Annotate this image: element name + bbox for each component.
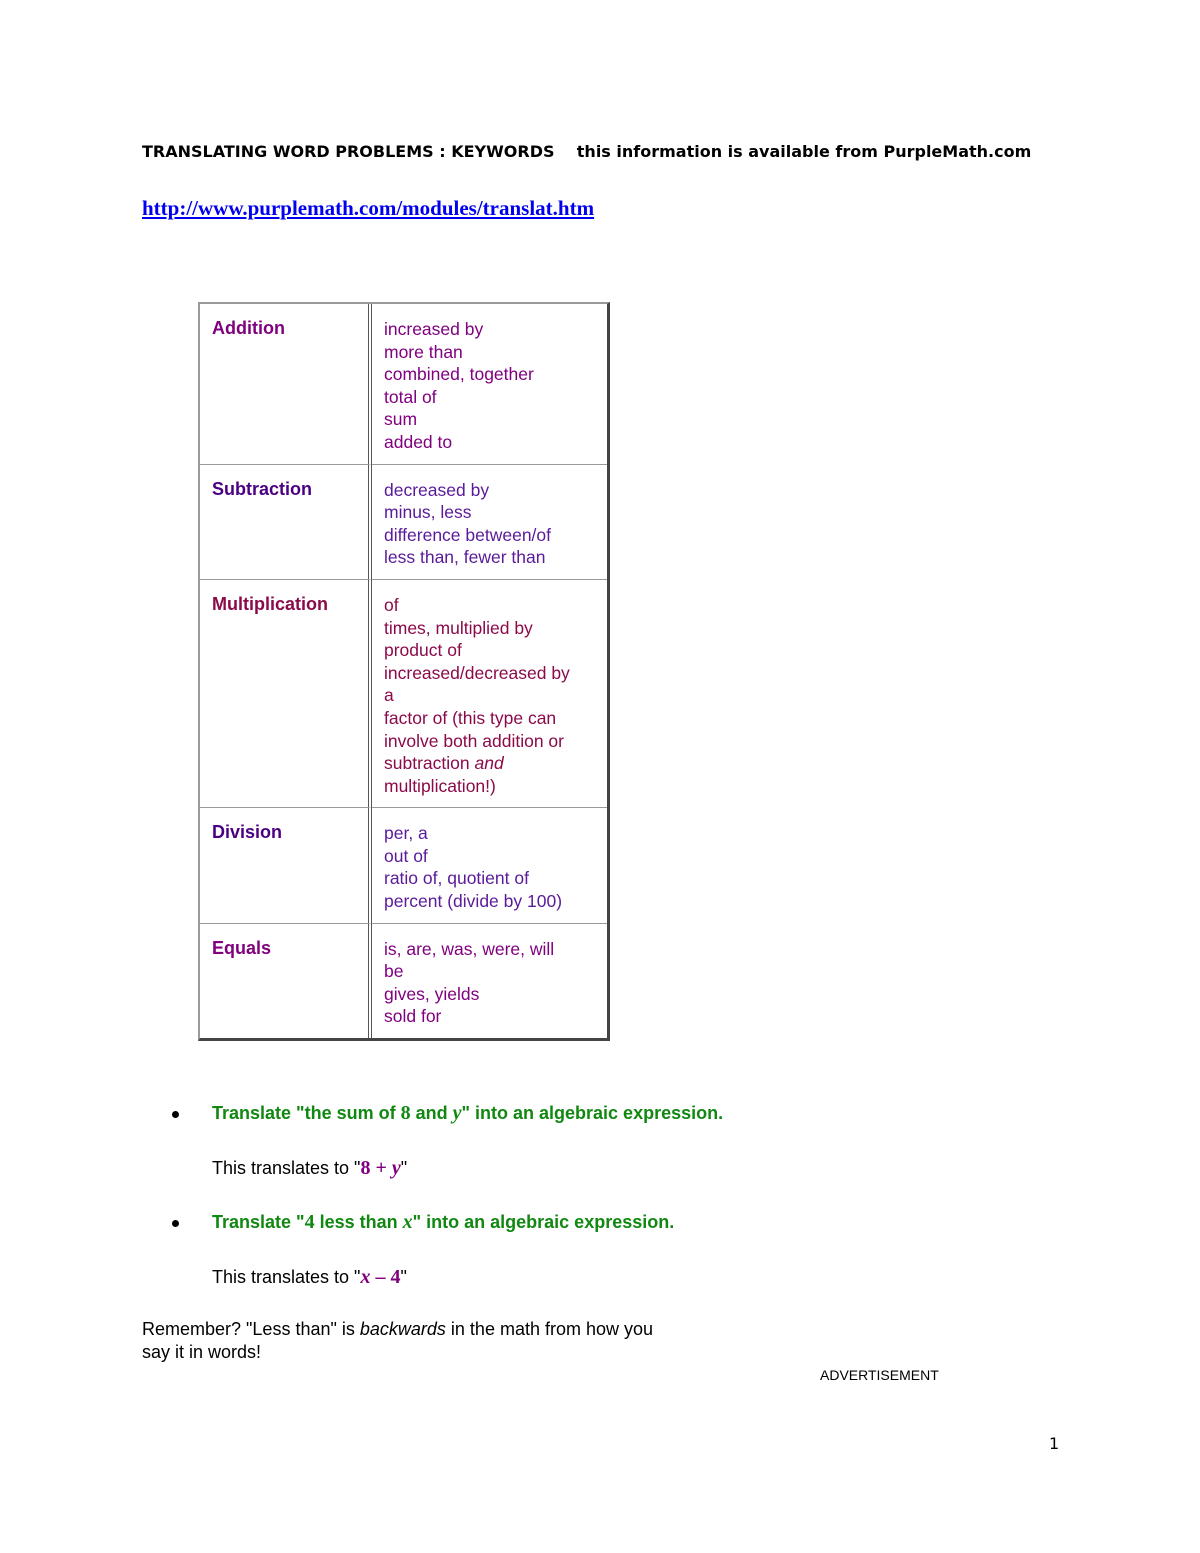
remember-note: [142, 1318, 682, 1364]
answer-operator: +: [370, 1157, 392, 1179]
prompt-mid: and: [410, 1103, 453, 1123]
keyword: increased/decreased by: [384, 662, 570, 683]
keyword: is, are, was, were, will: [384, 938, 555, 959]
example-answer: [212, 1266, 407, 1289]
keyword-text: subtraction: [384, 753, 470, 774]
remember-text-end: in the math from how you say it in words!: [142, 1319, 654, 1362]
multiplication-keywords: [372, 579, 607, 807]
source-note: this information is available from PurpleMath.com: [576, 142, 1032, 161]
keyword: decreased by: [384, 479, 490, 500]
table-row-equals: [200, 923, 607, 1038]
keyword: difference between/of: [384, 524, 552, 545]
remember-emphasis: backwards: [359, 1319, 446, 1339]
keywords-table: [198, 302, 610, 1041]
example-prompt-text: [212, 1103, 723, 1123]
prompt-end: " into an algebraic expression.: [461, 1103, 724, 1123]
answer-suffix: ": [400, 1267, 407, 1287]
addition-keywords: [372, 304, 607, 464]
prompt-mid: less than: [314, 1212, 403, 1232]
keyword: per, a: [384, 823, 428, 844]
bullet-icon: [172, 1111, 179, 1118]
keyword: percent (divide by 100): [384, 891, 563, 912]
remember-text: Remember? "Less than" is: [142, 1319, 360, 1339]
category-subtraction: Subtraction: [200, 464, 372, 579]
equals-keywords: [372, 923, 607, 1038]
keyword: minus, less: [384, 502, 472, 523]
prompt-variable: x: [402, 1211, 413, 1233]
document-title: [142, 142, 1142, 161]
keyword: less than, fewer than: [384, 547, 546, 568]
prompt-start: Translate "the sum of: [212, 1103, 401, 1123]
keyword: factor of (this type can: [384, 707, 557, 728]
table-row-subtraction: [200, 464, 607, 579]
keyword: total of: [384, 386, 437, 407]
keyword: of: [384, 594, 399, 615]
answer-term-b: 4: [390, 1266, 401, 1288]
purplemath-link[interactable]: http://www.purplemath.com/modules/translat.htm: [142, 196, 595, 220]
keyword: gives, yields: [384, 983, 480, 1004]
keyword: times, multiplied by: [384, 617, 533, 638]
example-prompt: [172, 1102, 723, 1125]
table-row-division: [200, 807, 607, 922]
category-division: Division: [200, 807, 372, 922]
page-number: 1: [1049, 1434, 1060, 1453]
keyword: multiplication!): [384, 775, 496, 796]
division-keywords: [372, 807, 607, 922]
answer-suffix: ": [400, 1158, 408, 1178]
keyword: sold for: [384, 1006, 442, 1027]
prompt-number: 8: [400, 1102, 411, 1124]
prompt-number: 4: [304, 1211, 315, 1233]
prompt-end: " into an algebraic expression.: [412, 1212, 675, 1232]
answer-term-a: 8: [360, 1157, 371, 1179]
keyword: [384, 752, 599, 775]
keyword: ratio of, quotient of: [384, 868, 529, 889]
answer-prefix: This translates to ": [212, 1267, 361, 1287]
example-answer: [212, 1157, 407, 1180]
answer-operator: –: [370, 1266, 391, 1288]
keyword: be: [384, 961, 404, 982]
bullet-icon: [172, 1220, 179, 1227]
category-addition: Addition: [200, 304, 372, 464]
answer-term-a: x: [360, 1266, 371, 1288]
keyword: a: [384, 685, 394, 706]
prompt-start: Translate ": [212, 1212, 305, 1232]
category-equals: Equals: [200, 923, 372, 1038]
answer-prefix: This translates to ": [212, 1158, 361, 1178]
title-text: TRANSLATING WORD PROBLEMS : KEYWORDS: [142, 142, 555, 161]
example-prompt: [172, 1211, 674, 1234]
keyword: product of: [384, 640, 462, 661]
example-prompt-text: [212, 1212, 674, 1232]
answer-term-b: y: [391, 1157, 401, 1179]
prompt-variable: y: [452, 1102, 462, 1124]
keyword: increased by: [384, 319, 484, 339]
keyword: more than: [384, 341, 463, 362]
keyword: sum: [384, 409, 418, 430]
subtraction-keywords: [372, 464, 607, 579]
keyword: added to: [384, 431, 453, 452]
keyword: combined, together: [384, 364, 534, 385]
table-row-addition: [200, 304, 607, 464]
table-row-multiplication: [200, 579, 607, 807]
keyword: involve both addition or: [384, 730, 564, 751]
keyword-emphasis: and: [474, 753, 504, 774]
keyword: out of: [384, 845, 428, 866]
category-multiplication: Multiplication: [200, 579, 372, 807]
advertisement-label: ADVERTISEMENT: [820, 1367, 939, 1383]
